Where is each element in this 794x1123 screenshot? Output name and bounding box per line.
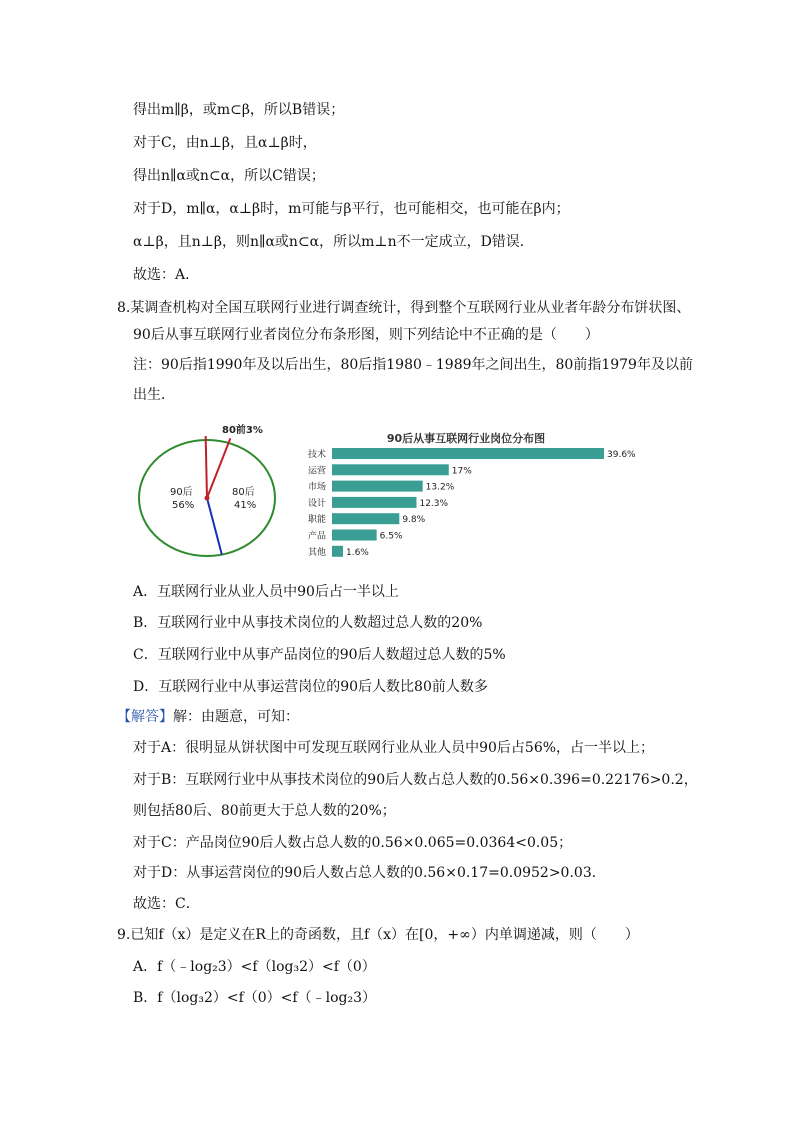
bar-6 bbox=[332, 546, 343, 557]
pie-label-80: 80后 bbox=[232, 487, 255, 498]
pie-value-80: 41% bbox=[234, 500, 257, 511]
bar-2 bbox=[332, 481, 423, 492]
pie-divider-pre80-a bbox=[206, 436, 207, 498]
age-pie-chart bbox=[139, 423, 275, 556]
position-bar-chart bbox=[308, 431, 636, 558]
answer-intro: 解：由题意，可知： bbox=[173, 709, 299, 725]
bar-category-label: 设计 bbox=[308, 498, 327, 509]
answer-line-5: 对于D：从事运营岗位的90后人数占总人数的0.56×0.17=0.0952>0.03． bbox=[133, 865, 606, 881]
q8-stem-1: 8.某调查机构对全国互联网行业进行调查统计，得到整个互联网行业从业者年龄分布饼状图、 bbox=[117, 300, 691, 316]
line-2: 对于C，由n⊥β，且α⊥β时， bbox=[133, 135, 317, 151]
pie-label-90: 90后 bbox=[170, 487, 193, 498]
answer-tag: 【解答】 bbox=[117, 709, 173, 725]
bar-category-label: 其他 bbox=[308, 547, 327, 558]
bar-value-label: 1.6% bbox=[345, 547, 369, 558]
line-6: 故选：A． bbox=[133, 267, 200, 283]
bar-category-label: 职能 bbox=[308, 515, 327, 526]
answer-line-2: 对于B：互联网行业中从事技术岗位的90后人数占总人数的0.56×0.396=0.22176>0.2， bbox=[133, 772, 698, 788]
line-4: 对于D，m∥α，α⊥β时，m可能与β平行，也可能相交，也可能在β内； bbox=[133, 201, 570, 217]
bar-value-label: 9.8% bbox=[402, 515, 426, 526]
bar-5 bbox=[332, 530, 377, 541]
q8-note-2: 出生． bbox=[133, 387, 175, 403]
charts-svg bbox=[130, 418, 650, 578]
answer-line-3: 则包括80后、80前更大于总人数的20%； bbox=[133, 803, 396, 819]
bar-value-label: 13.2% bbox=[425, 482, 455, 493]
q9-stem: 9.已知f（x）是定义在R上的奇函数，且f（x）在[0，+∞）内单调递减，则（ ） bbox=[117, 927, 639, 943]
option-b: B．互联网行业中从事技术岗位的人数超过总人数的20% bbox=[133, 615, 483, 631]
bar-category-label: 运营 bbox=[308, 466, 327, 477]
bar-value-label: 12.3% bbox=[419, 498, 449, 509]
bar-category-label: 产品 bbox=[308, 531, 327, 542]
bar-4 bbox=[332, 513, 399, 524]
bar-category-label: 市场 bbox=[308, 482, 327, 493]
pie-divider-90-80 bbox=[207, 498, 222, 555]
bar-value-label: 6.5% bbox=[379, 531, 403, 542]
bar-title: 90后从事互联网行业岗位分布图 bbox=[386, 432, 546, 445]
answer-header bbox=[117, 707, 299, 727]
line-5: α⊥β，且n⊥β，则n∥α或n⊂α，所以m⊥n不一定成立，D错误． bbox=[133, 234, 534, 250]
pie-value-90: 56% bbox=[172, 500, 195, 511]
option-d: D．互联网行业中从事运营岗位的90后人数比80前人数多 bbox=[133, 679, 488, 695]
q8-note-1: 注：90后指1990年及以后出生，80后指1980﹣1989年之间出生，80前指1979年及以前 bbox=[133, 357, 693, 373]
line-1: 得出m∥β，或m⊂β，所以B错误； bbox=[133, 102, 345, 118]
bar-value-label: 17% bbox=[451, 466, 472, 477]
line-3: 得出n∥α或n⊂α，所以C错误； bbox=[133, 168, 325, 184]
answer-line-4: 对于C：产品岗位90后人数占总人数的0.56×0.065=0.0364<0.05； bbox=[133, 835, 573, 851]
bar-0 bbox=[332, 448, 604, 459]
option-a: A．互联网行业从业人员中90后占一半以上 bbox=[133, 584, 399, 600]
answer-line-6: 故选：C． bbox=[133, 896, 200, 912]
answer-line-1: 对于A：很明显从饼状图中可发现互联网行业从业人员中90后占56%，占一半以上； bbox=[133, 740, 655, 756]
bar-category-label: 技术 bbox=[308, 450, 327, 460]
bar-1 bbox=[332, 464, 449, 475]
option-c: C．互联网行业中从事产品岗位的90后人数超过总人数的5% bbox=[133, 647, 506, 663]
pie-annotation-pre80: 80前3% bbox=[222, 425, 263, 436]
q8-figure bbox=[130, 418, 650, 578]
bar-value-label: 39.6% bbox=[607, 450, 636, 460]
pie-center bbox=[205, 496, 210, 501]
q9-option-b: B．f（log₃2）<f（0）<f（﹣log₂3） bbox=[133, 990, 376, 1006]
pie-divider-pre80-b bbox=[207, 438, 230, 498]
q8-stem-2: 90后从事互联网行业者岗位分布条形图，则下列结论中不正确的是（ ） bbox=[133, 327, 599, 343]
bar-3 bbox=[332, 497, 416, 508]
q9-option-a: A．f（﹣log₂3）<f（log₃2）<f（0） bbox=[133, 959, 376, 975]
